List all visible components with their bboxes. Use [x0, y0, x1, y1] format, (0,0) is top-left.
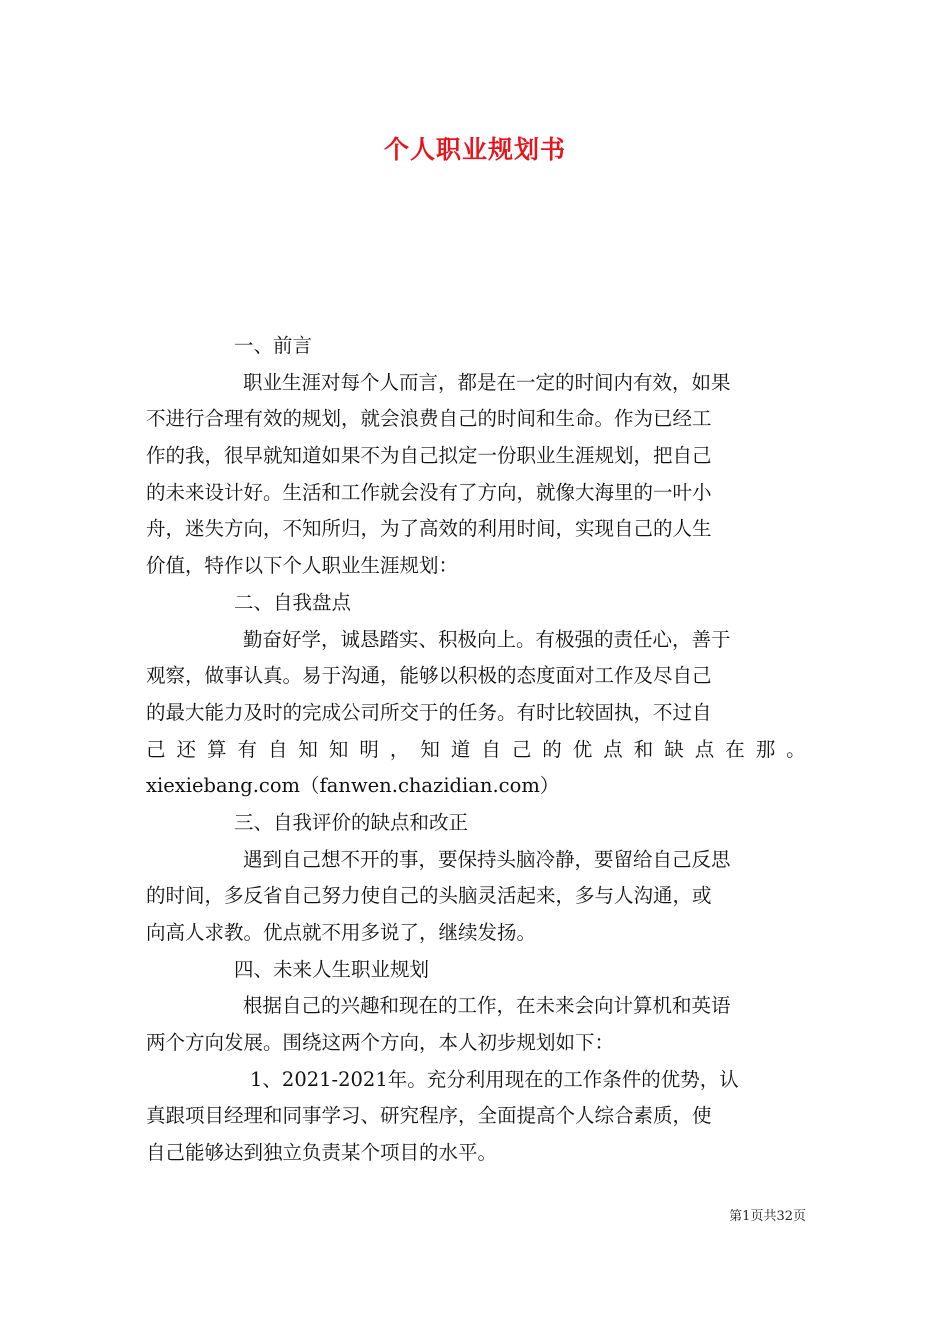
paragraph-line: 根据自己的兴趣和现在的工作，在未来会向计算机和英语: [243, 994, 731, 1018]
paragraph-line: 遇到自己想不开的事，要保持头脑冷静，要留给自己反思: [243, 847, 731, 871]
paragraph-line: 自己能够达到独立负责某个项目的水平。: [146, 1141, 498, 1165]
justified-char: 算: [206, 737, 227, 761]
justified-char: 。: [786, 737, 806, 761]
justified-char: 和: [633, 737, 654, 761]
justified-char: 知: [420, 737, 440, 761]
justified-char: 有: [237, 737, 257, 761]
page-title: 个人职业规划书: [383, 135, 566, 164]
justified-char: 点: [694, 737, 715, 761]
justified-char: 在: [725, 737, 745, 761]
paragraph-line: 价值，特作以下个人职业生涯规划：: [146, 554, 459, 578]
paragraph-line: 舟，迷失方向，不知所归，为了高效的利用时间，实现自己的人生: [146, 517, 712, 541]
page-number: 第1页共32页: [729, 1209, 806, 1224]
paragraph-line-justified: [146, 732, 806, 769]
paragraph-line: 的时间，多反省自己努力使自己的头脑灵活起来，多与人沟通，或: [146, 884, 712, 908]
paragraph-line: 作的我，很早就知道如果不为自己拟定一份职业生涯规划，把自己: [146, 444, 712, 468]
section-heading: 四、未来人生职业规划: [234, 957, 430, 981]
justified-char: 优: [572, 737, 593, 761]
justified-char: 己: [511, 737, 532, 761]
justified-char: 自: [481, 737, 501, 761]
justified-char: 道: [450, 737, 471, 761]
list-item-line: 1、2021-2021年。充分利用现在的工作条件的优势，认: [250, 1067, 739, 1091]
justified-char: 知: [298, 737, 318, 761]
document-body: [146, 328, 806, 1172]
paragraph-line: 观察，做事认真。易于沟通，能够以积极的态度面对工作及尽自己: [146, 664, 712, 688]
paragraph-line: 职业生涯对每个人而言，都是在一定的时间内有效，如果: [243, 370, 731, 394]
justified-char: 知: [328, 737, 349, 761]
justified-char: 缺: [664, 737, 684, 761]
section-heading: 二、自我盘点: [234, 590, 352, 614]
paragraph-line: 的未来设计好。生活和工作就会没有了方向，就像大海里的一叶小: [146, 480, 712, 504]
justified-char: 点: [603, 737, 623, 761]
justified-char: ，: [389, 737, 410, 761]
paragraph-line: 不进行合理有效的规划，就会浪费自己的时间和生命。作为已经工: [146, 407, 712, 431]
website-reference: xiexiebang.com（fanwen.chazidian.com）: [146, 774, 560, 798]
justified-char: 自: [267, 737, 288, 761]
justified-char: 明: [359, 737, 379, 761]
justified-char: 己: [146, 737, 166, 761]
section-heading: 三、自我评价的缺点和改正: [234, 810, 469, 834]
justified-char: 那: [755, 737, 776, 761]
justified-char: 还: [176, 737, 196, 761]
justified-char: 的: [542, 737, 562, 761]
paragraph-line: 的最大能力及时的完成公司所交于的任务。有时比较固执，不过自: [146, 700, 712, 724]
paragraph-line: 向高人求教。优点就不用多说了，继续发扬。: [146, 921, 537, 944]
section-heading: 一、前言: [234, 334, 313, 357]
paragraph-line: 两个方向发展。围绕这两个方向，本人初步规划如下：: [146, 1031, 615, 1055]
paragraph-line: 真跟项目经理和同事学习、研究程序，全面提高个人综合素质，使: [146, 1104, 712, 1128]
paragraph-line: 勤奋好学，诚恳踏实、积极向上。有极强的责任心，善于: [243, 627, 731, 651]
